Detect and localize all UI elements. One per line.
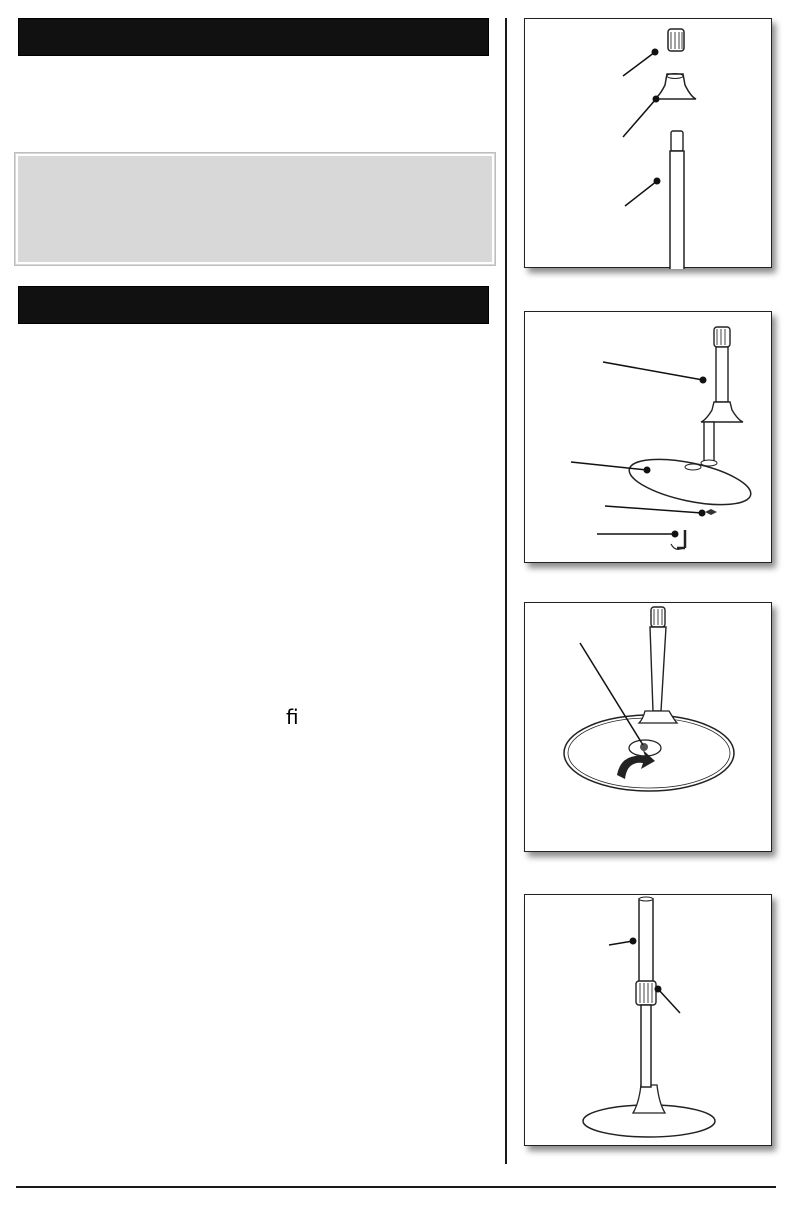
figure-4-illustration (525, 895, 773, 1147)
leader-line (623, 52, 655, 76)
leader-dot (653, 96, 660, 103)
leader-line (609, 941, 633, 945)
knob-part (714, 327, 730, 347)
lower-pole (704, 422, 714, 462)
leader-line (603, 362, 703, 380)
leader-line (625, 181, 657, 206)
lower-pole (641, 1005, 651, 1087)
upper-pole (639, 899, 653, 983)
leader-line (623, 99, 656, 137)
collar-part (654, 74, 696, 99)
figure-2-illustration (525, 312, 773, 564)
pole-part (670, 151, 684, 269)
collar-part (701, 402, 743, 422)
figure-2-panel (524, 311, 772, 563)
ligature-fragment: ﬁ (286, 705, 299, 729)
figure-1-panel (524, 18, 772, 268)
leader-dot (654, 178, 661, 185)
figure-1-illustration (525, 19, 773, 269)
figure-3-illustration (525, 603, 773, 853)
leader-dot (630, 938, 637, 945)
section-header-bar-2 (18, 286, 489, 324)
upper-pole (716, 347, 728, 402)
footer-rule (16, 1186, 776, 1188)
leader-dot (700, 377, 707, 384)
leader-dot (699, 510, 706, 517)
leader-dot (652, 49, 659, 56)
leader-line (605, 506, 702, 513)
leader-dot (672, 531, 679, 538)
base-plate (625, 451, 754, 514)
pole-top (671, 131, 683, 151)
leader-dot (655, 986, 662, 993)
pole-part (650, 627, 666, 711)
leader-line (658, 989, 680, 1013)
column-divider (505, 18, 507, 1164)
figure-4-panel (524, 894, 772, 1146)
screw-part (705, 509, 717, 515)
figure-3-panel (524, 602, 772, 852)
leader-dot (644, 467, 651, 474)
note-box (14, 152, 496, 266)
height-adjuster (636, 981, 656, 1005)
section-header-bar-1 (18, 18, 489, 56)
